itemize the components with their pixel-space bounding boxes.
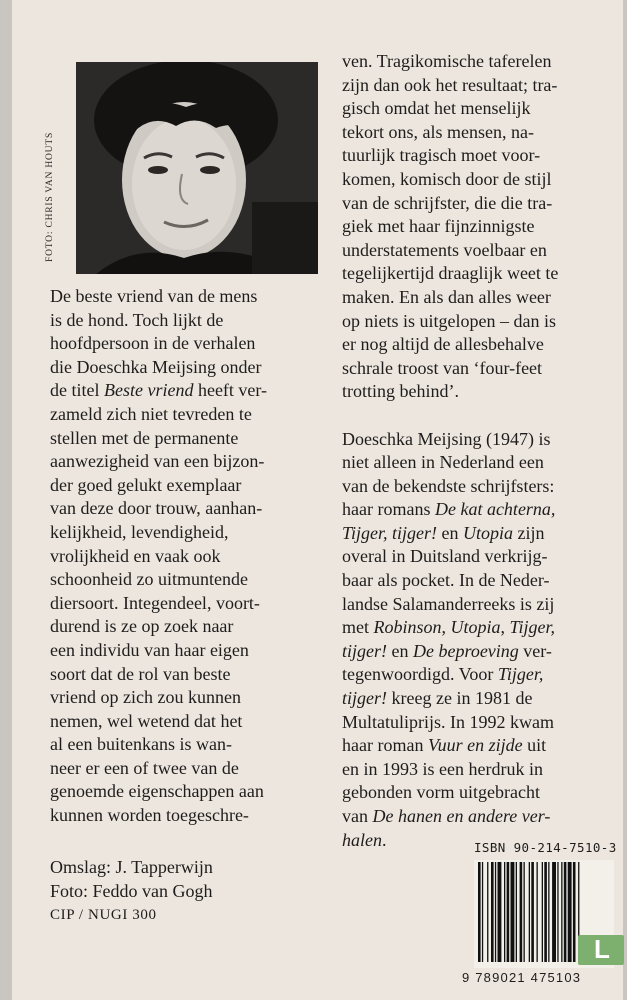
- text-line: [342, 451, 558, 475]
- text-segment: en in 1993 is een herdruk in: [342, 758, 543, 779]
- italic-title-text: Robinson: [373, 617, 442, 638]
- author-portrait-photo: [76, 62, 318, 274]
- text-line: [50, 804, 267, 828]
- text-segment: er nog altijd de allesbehalve: [342, 334, 544, 355]
- isbn-number: ISBN 90-214-7510-3: [474, 840, 617, 855]
- text-line: [342, 286, 558, 310]
- text-segment: zameld zich niet tevreden te: [50, 403, 252, 424]
- barcode-bar: [548, 862, 549, 962]
- text-segment: durend is ze op zoek naar: [50, 616, 234, 637]
- text-line: [342, 640, 558, 664]
- text-segment: en: [387, 640, 413, 661]
- text-segment: stellen met de permanente: [50, 427, 239, 448]
- text-line: [50, 568, 267, 592]
- barcode-bar: [482, 862, 483, 962]
- text-segment: kunnen worden toegeschre-: [50, 805, 249, 826]
- italic-title-text: De kat achterna,: [434, 499, 556, 520]
- italic-title-text: De beproeving: [413, 640, 519, 661]
- text-segment: haar roman: [342, 735, 428, 756]
- text-segment: kelijkheid, levendigheid,: [50, 521, 229, 542]
- barcode-bar: [507, 862, 510, 962]
- text-line: [342, 498, 558, 522]
- text-segment: komen, komisch door de stijl: [342, 168, 552, 189]
- text-line: [342, 569, 558, 593]
- text-segment: aanwezigheid van een bijzon-: [50, 451, 265, 472]
- barcode-bar: [516, 862, 517, 962]
- text-segment: maken. En als dan alles weer: [342, 286, 551, 307]
- text-line: [50, 450, 267, 474]
- text-segment: neer er een of twee van de: [50, 757, 239, 778]
- text-line: [50, 403, 267, 427]
- text-segment: haar romans: [342, 499, 435, 520]
- italic-title-text: tijger!: [342, 688, 387, 709]
- text-segment: zijn: [513, 522, 545, 543]
- text-line: [50, 710, 267, 734]
- text-segment: nemen, wel wetend dat het: [50, 710, 243, 731]
- text-line: [50, 780, 267, 804]
- text-segment: uit: [522, 735, 547, 756]
- italic-title-text: Utopia: [463, 522, 514, 543]
- barcode-bar: [552, 862, 556, 962]
- text-segment: landse Salamanderreeks is zij: [342, 593, 555, 614]
- text-segment: tegelijkertijd draaglijk weet te: [342, 263, 559, 284]
- text-segment: op niets is uitgelopen – dan is: [342, 310, 556, 331]
- text-line: [50, 686, 267, 710]
- text-segment: heeft ver-: [193, 380, 268, 401]
- text-line: [342, 168, 558, 192]
- text-line: [50, 733, 267, 757]
- barcode-bar: [537, 862, 538, 962]
- text-line: [342, 805, 558, 829]
- text-segment: die Doeschka Meijsing onder: [50, 356, 262, 377]
- text-line: [342, 522, 558, 546]
- text-segment: ver-: [518, 640, 552, 661]
- text-segment: ven. Tragikomische taferelen: [342, 51, 552, 71]
- text-line: [342, 404, 558, 428]
- text-line: [342, 545, 558, 569]
- text-segment: ,: [441, 617, 451, 638]
- text-line: [342, 734, 558, 758]
- text-segment: van deze door trouw, aanhan-: [50, 498, 263, 519]
- text-line: [342, 711, 558, 735]
- text-segment: trotting behind’.: [342, 381, 459, 402]
- text-line: [342, 262, 558, 286]
- text-segment: de titel: [50, 380, 104, 401]
- text-segment: schoonheid zo uitmuntende: [50, 569, 248, 590]
- italic-title-text: Tijger, tijger!: [342, 522, 438, 543]
- text-line: [342, 333, 558, 357]
- barcode-bar: [529, 862, 530, 962]
- text-line: [50, 356, 267, 380]
- italic-title-text: Vuur en zijde: [427, 735, 523, 756]
- text-line: [50, 639, 267, 663]
- italic-title-text: Beste vriend: [103, 380, 194, 401]
- barcode-bar: [478, 862, 481, 962]
- text-line: [50, 427, 267, 451]
- text-segment: is de hond. Toch lijkt de: [50, 309, 224, 330]
- text-line: [50, 663, 267, 687]
- text-line: [342, 758, 558, 782]
- text-segment: van de bekendste schrijfsters:: [342, 475, 555, 496]
- text-line: [342, 687, 558, 711]
- text-line: [342, 310, 558, 334]
- text-line: [342, 192, 558, 216]
- italic-title-text: Utopia: [450, 617, 501, 638]
- book-back-cover: [12, 0, 623, 1000]
- text-line: [342, 144, 558, 168]
- text-line: [50, 757, 267, 781]
- text-segment: gisch omdat het menselijk: [342, 98, 531, 119]
- text-line: [50, 379, 267, 403]
- text-segment: der goed gelukt exemplaar: [50, 474, 242, 495]
- text-line: [342, 215, 558, 239]
- barcode-bar: [520, 862, 523, 962]
- text-segment: kreeg ze in 1981 de: [387, 688, 533, 709]
- text-segment: en: [437, 522, 464, 543]
- italic-title-text: Tijger,: [497, 664, 544, 685]
- italic-title-text: halen: [342, 829, 382, 850]
- text-line: [342, 357, 558, 381]
- text-segment: genoemde eigenschappen aan: [50, 781, 264, 802]
- text-line: [50, 592, 267, 616]
- text-segment: overal in Duitsland verkrijg-: [342, 546, 548, 567]
- text-segment: schrale troost van ‘four-feet: [342, 357, 543, 378]
- barcode-bar: [498, 862, 502, 962]
- text-line: [342, 428, 558, 452]
- barcode-bar: [495, 862, 496, 962]
- text-segment: Multatuliprijs. In 1992 kwam: [342, 711, 554, 732]
- barcode-bar: [557, 862, 558, 962]
- text-line: [342, 50, 558, 74]
- barcode-bar: [524, 862, 525, 962]
- barcode-bar: [568, 862, 572, 962]
- cip-nugi-code: CIP / NUGI 300: [50, 907, 157, 923]
- text-line: [50, 615, 267, 639]
- text-segment: gebonden vorm uitgebracht: [342, 782, 540, 803]
- text-segment: van de schrijfster, die die tra-: [342, 192, 553, 213]
- text-line: [50, 332, 267, 356]
- italic-title-text: tijger!: [342, 640, 387, 661]
- text-segment: tegenwoordigd. Voor: [342, 664, 498, 685]
- barcode-bar: [542, 862, 543, 962]
- photo-credit: Foto: Feddo van Gogh: [50, 881, 213, 901]
- text-line: [342, 475, 558, 499]
- portrait-illustration: [76, 62, 318, 274]
- text-segment: ,: [500, 617, 510, 638]
- barcode-bar: [561, 862, 562, 962]
- barcode-bar: [504, 862, 505, 962]
- text-line: [342, 97, 558, 121]
- text-segment: De beste vriend van de mens: [50, 286, 258, 306]
- text-line: [342, 781, 558, 805]
- text-line: [342, 663, 558, 687]
- text-segment: met: [342, 617, 374, 638]
- text-line: [342, 121, 558, 145]
- text-line: [342, 380, 558, 404]
- barcode-bar: [564, 862, 567, 962]
- text-segment: al een buitenkans is wan-: [50, 734, 232, 755]
- text-segment: tuurlijk tragisch moet voor-: [342, 145, 541, 166]
- text-segment: diersoort. Integendeel, voort-: [50, 592, 260, 613]
- text-segment: giek met haar fijnzinnigste: [342, 216, 535, 237]
- text-segment: soort dat de rol van beste: [50, 663, 231, 684]
- italic-title-text: Tijger,: [509, 617, 556, 638]
- blurb-left-column: [50, 285, 267, 828]
- text-line: [50, 474, 267, 498]
- italic-title-text: De hanen en andere ver-: [372, 806, 551, 826]
- text-segment: niet alleen in Nederland een: [342, 452, 544, 473]
- text-line: [342, 593, 558, 617]
- text-segment: een individu van haar eigen: [50, 639, 249, 660]
- text-segment: vriend op zich zou kunnen: [50, 687, 241, 708]
- text-segment: hoofdpersoon in de verhalen: [50, 333, 256, 354]
- text-line: [342, 239, 558, 263]
- text-line: [342, 616, 558, 640]
- text-segment: van: [342, 806, 373, 826]
- barcode-bar: [511, 862, 515, 962]
- text-segment: zijn dan ook het resultaat; tra-: [342, 74, 558, 95]
- barcode-bar: [491, 862, 494, 962]
- text-line: [342, 74, 558, 98]
- text-line: [50, 545, 267, 569]
- text-segment: vrolijkheid en vaak ook: [50, 545, 221, 566]
- barcode-bar: [573, 862, 576, 962]
- text-line: [50, 309, 267, 333]
- barcode-bar: [487, 862, 488, 962]
- library-sticker-letter: L: [594, 934, 610, 964]
- barcode-digits: 9 789021 475103: [462, 970, 582, 985]
- text-segment: .: [382, 829, 387, 850]
- text-line: [50, 497, 267, 521]
- photo-credit-vertical: FOTO: CHRIS VAN HOUTS: [45, 131, 55, 262]
- text-segment: Doeschka Meijsing (1947) is: [342, 428, 551, 449]
- production-credits: [50, 855, 213, 927]
- barcode-bar: [531, 862, 534, 962]
- text-segment: tekort ons, als mensen, na-: [342, 121, 534, 142]
- blurb-right-column: [342, 50, 558, 852]
- text-line: [50, 285, 267, 309]
- text-line: [50, 521, 267, 545]
- text-segment: understatements voelbaar en: [342, 239, 547, 260]
- cover-design-credit: Omslag: J. Tapperwijn: [50, 857, 213, 877]
- text-segment: baar als pocket. In de Neder-: [342, 570, 550, 591]
- barcode-bar: [544, 862, 547, 962]
